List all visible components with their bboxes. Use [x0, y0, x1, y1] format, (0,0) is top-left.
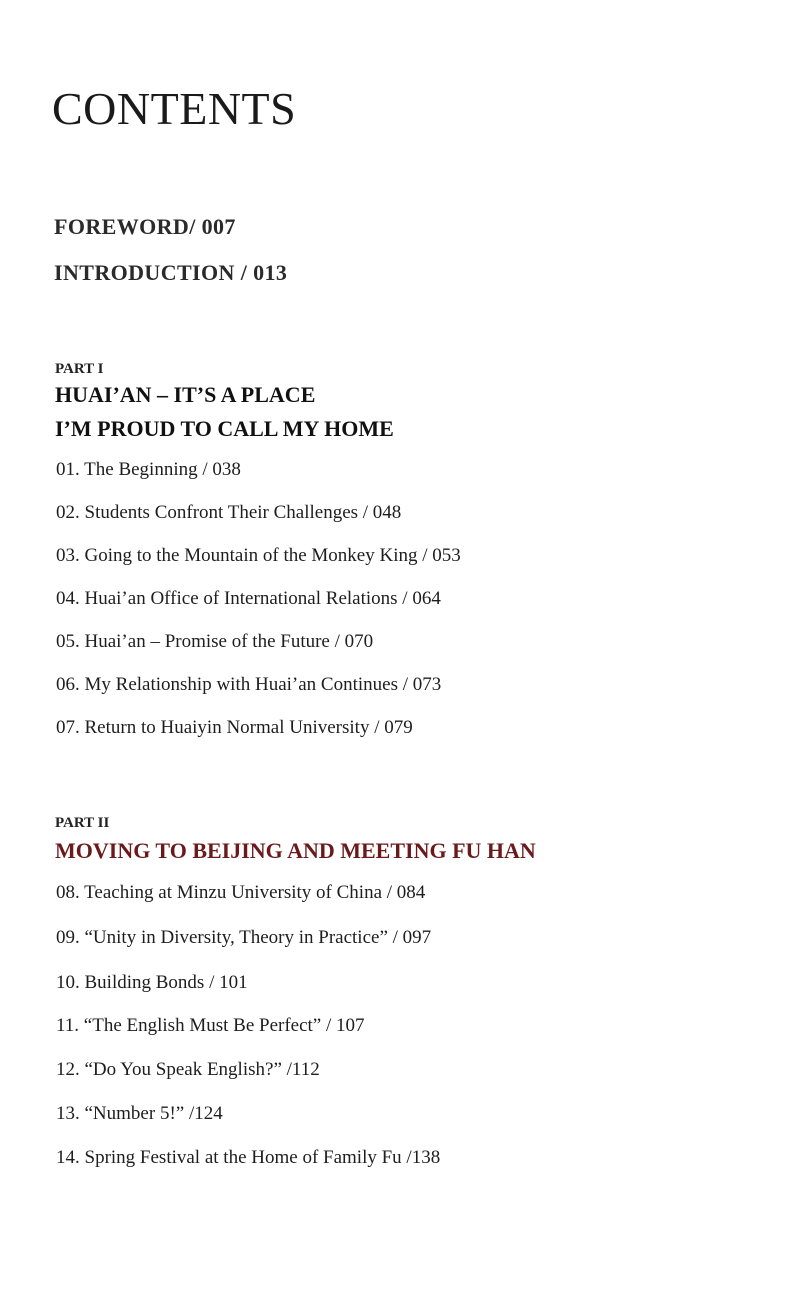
toc-entry-10: 10. Building Bonds / 101: [56, 972, 248, 993]
toc-entry-03: 03. Going to the Mountain of the Monkey King / 053: [56, 545, 461, 566]
page-title: CONTENTS: [52, 83, 297, 134]
toc-entry-12: 12. “Do You Speak English?” /112: [56, 1059, 320, 1080]
foreword-entry: FOREWORD/ 007: [54, 214, 236, 239]
toc-entry-06: 06. My Relationship with Huai’an Continues / 073: [56, 674, 442, 695]
toc-entry-01: 01. The Beginning / 038: [56, 459, 241, 480]
toc-entry-09: 09. “Unity in Diversity, Theory in Practice” / 097: [56, 927, 432, 948]
toc-entry-07: 07. Return to Huaiyin Normal University / 079: [56, 717, 413, 738]
part-2-heading: MOVING TO BEIJING AND MEETING FU HAN: [55, 838, 536, 863]
part-1-heading-line-2: I’M PROUD TO CALL MY HOME: [55, 416, 394, 441]
part-1-label: PART I: [55, 361, 104, 377]
toc-entry-04: 04. Huai’an Office of International Relations / 064: [56, 588, 441, 609]
toc-entry-11: 11. “The English Must Be Perfect” / 107: [56, 1015, 365, 1036]
toc-entry-05: 05. Huai’an – Promise of the Future / 070: [56, 631, 374, 652]
toc-entry-13: 13. “Number 5!” /124: [56, 1103, 223, 1124]
part-1-heading-line-1: HUAI’AN – IT’S A PLACE: [55, 382, 316, 407]
toc-entry-02: 02. Students Confront Their Challenges / 048: [56, 502, 402, 523]
introduction-entry: INTRODUCTION / 013: [54, 260, 288, 285]
part-2-label: PART II: [55, 815, 110, 831]
toc-entry-08: 08. Teaching at Minzu University of China / 084: [56, 882, 426, 903]
toc-entry-14: 14. Spring Festival at the Home of Family Fu /138: [56, 1147, 441, 1168]
